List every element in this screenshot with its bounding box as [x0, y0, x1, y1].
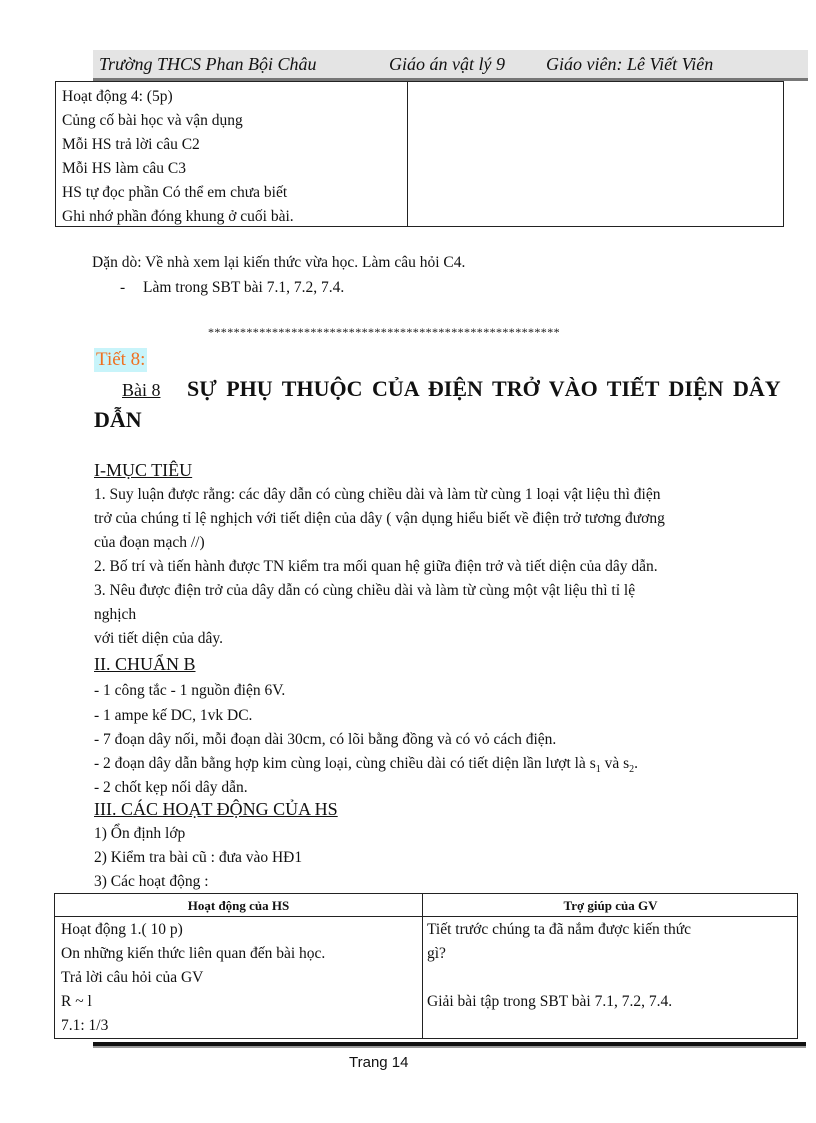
lesson-title-cont: DẪN	[94, 407, 142, 432]
prep-item: - 1 công tắc - 1 nguồn điện 6V.	[94, 682, 286, 699]
gv-support-line: gì?	[427, 945, 446, 962]
gv-support-line: Tiết trước chúng ta đã nắm được kiến thức	[427, 921, 691, 938]
prep-item: - 1 ampe kế DC, 1vk DC.	[94, 706, 253, 724]
table-line: Hoạt động 4: (5p)	[62, 88, 173, 105]
activity-4-table	[55, 81, 784, 227]
objective-line: 1. Suy luận được rằng: các dây dẫn có cùng chiều dài và làm từ cùng 1 loại vật liệu thì điện	[94, 486, 661, 503]
homework-task: Làm trong SBT bài 7.1, 7.2, 7.4.	[143, 279, 345, 296]
activities-table	[54, 893, 798, 1039]
separator: *******************************************************	[208, 325, 560, 339]
activity-step: 1) Ổn định lớp	[94, 825, 186, 842]
table-line: Ghi nhớ phần đóng khung ở cuối bài.	[62, 208, 294, 225]
page-header	[93, 50, 808, 81]
lesson-title: SỰ PHỤ THUỘC CỦA ĐIỆN TRỞ VÀO TIẾT DIỆN DÂY	[187, 376, 781, 401]
page-number: Trang 14	[349, 1054, 409, 1071]
hs-activity-line: R ~ l	[61, 993, 92, 1010]
lesson-number: Bài 8	[122, 380, 161, 400]
column-divider	[407, 82, 408, 226]
prep-heading: II. CHUẨN B	[94, 654, 196, 674]
prep-item: - 7 đoạn dây nối, mỗi đoạn dài 30cm, có lõi bằng đồng và có vỏ cách điện.	[94, 731, 557, 748]
footer-rule	[93, 1042, 806, 1048]
prep-item: - 2 chốt kẹp nối dây dẫn.	[94, 779, 248, 796]
activity-step: 2) Kiểm tra bài cũ : đưa vào HĐ1	[94, 849, 303, 866]
hs-activity-line: Trả lời câu hỏi của GV	[61, 969, 204, 986]
gv-support-line: Giải bài tập trong SBT bài 7.1, 7.2, 7.4.	[427, 993, 673, 1010]
table-line: Mỗi HS làm câu C3	[62, 160, 186, 177]
activity-step: 3) Các hoạt động :	[94, 873, 209, 890]
objective-line: với tiết diện của dây.	[94, 630, 223, 647]
objective-line: 2. Bố trí và tiến hành được TN kiểm tra mối quan hệ giữa điện trở và tiết diện của dây dẫn.	[94, 558, 658, 575]
objective-line: 3. Nêu được điện trở của dây dẫn có cùng chiều dài và làm từ cùng một vật liệu thì tỉ lệ	[94, 582, 636, 599]
hs-activity-line: 7.1: 1/3	[61, 1017, 109, 1034]
school-name: Trường THCS Phan Bội Châu	[99, 54, 317, 74]
table-line: Củng cố bài học và vận dụng	[62, 112, 243, 129]
bullet: -	[120, 279, 126, 296]
hs-activity-line: On những kiến thức liên quan đến bài học.	[61, 945, 326, 962]
objective-line: trở của chúng tỉ lệ nghịch với tiết diện của dây ( vận dụng hiểu biết về điện trở tương đương	[94, 510, 665, 527]
hs-activity-line: Hoạt động 1.( 10 p)	[61, 921, 183, 938]
homework-line: Dặn dò: Về nhà xem lại kiến thức vừa học. Làm câu hỏi C4.	[92, 254, 466, 271]
subject: Giáo án vật lý 9	[389, 54, 505, 74]
objectives-heading: I-MỤC TIÊU	[94, 460, 193, 480]
column-header: Trợ giúp của GV	[563, 898, 658, 913]
table-line: HS tự đọc phần Có thể em chưa biết	[62, 184, 288, 201]
activities-heading: III. CÁC HOẠT ĐỘNG CỦA HS	[94, 799, 338, 819]
teacher: Giáo viên: Lê Viết Viên	[546, 54, 714, 74]
objective-line: của đoạn mạch //)	[94, 534, 205, 551]
objective-line: nghịch	[94, 606, 137, 623]
column-header: Hoạt động của HS	[187, 898, 290, 913]
lesson-period: Tiết 8:	[96, 349, 146, 370]
prep-item: - 2 đoạn dây dẫn bằng hợp kim cùng loại, cùng chiều dài có tiết diện lần lượt là $s_1$ và $s_2$.	[94, 755, 639, 776]
table-line: Mỗi HS trả lời câu C2	[62, 136, 200, 153]
